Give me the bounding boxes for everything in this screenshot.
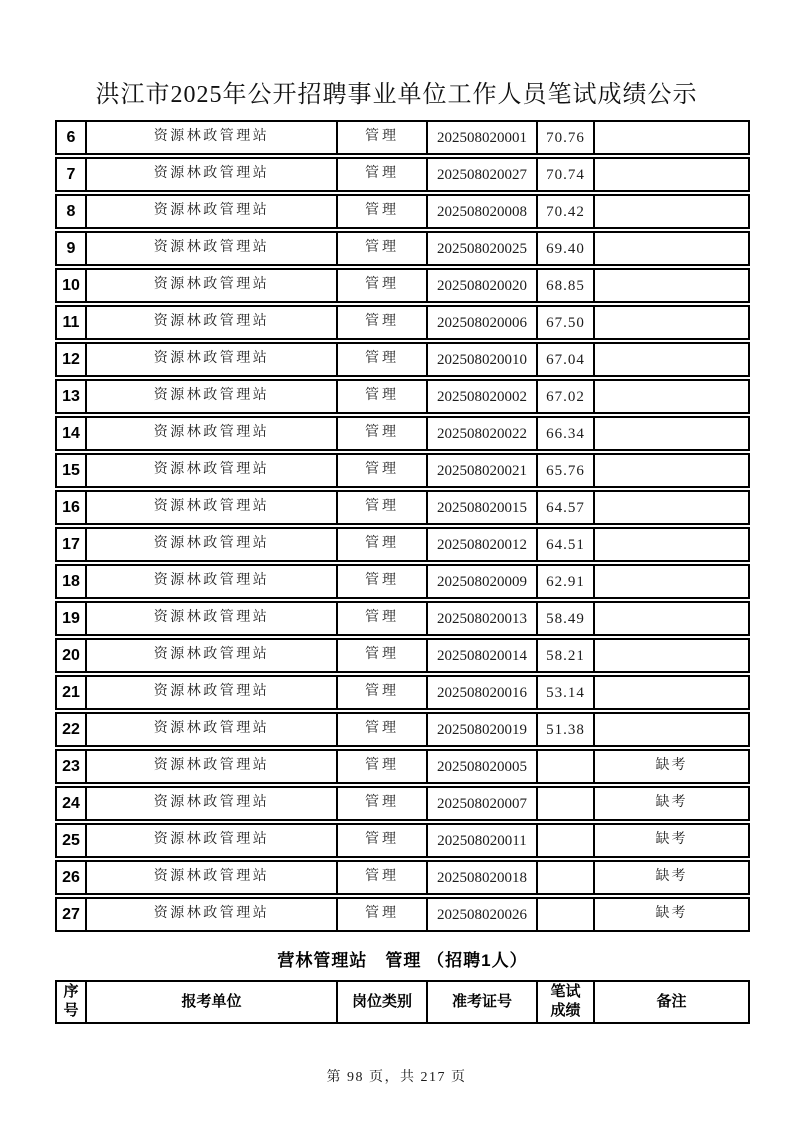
ticket-number-cell: 202508020015	[426, 492, 536, 523]
row-number-cell: 12	[62, 350, 80, 368]
next-section-table	[55, 980, 750, 1024]
table-row	[55, 897, 750, 932]
header-remark: 备注	[593, 982, 748, 1022]
row-number-cell: 10	[62, 276, 80, 294]
ticket-number-cell: 202508020026	[426, 899, 536, 930]
row-number-cell: 14	[62, 424, 80, 442]
score-cell: 64.57	[536, 492, 593, 523]
category-cell: 管理	[336, 566, 426, 597]
ticket-number-cell: 202508020010	[426, 344, 536, 375]
unit-cell: 资源林政管理站	[85, 677, 336, 708]
unit-cell: 资源林政管理站	[85, 492, 336, 523]
ticket-number-cell: 202508020014	[426, 640, 536, 671]
score-cell: 62.91	[536, 566, 593, 597]
ticket-number-cell: 202508020022	[426, 418, 536, 449]
category-cell: 管理	[336, 825, 426, 856]
table-row	[55, 638, 750, 673]
ticket-number-cell: 202508020011	[426, 825, 536, 856]
ticket-number-cell: 202508020019	[426, 714, 536, 745]
row-number-cell: 16	[62, 498, 80, 516]
ticket-number-cell: 202508020001	[426, 122, 536, 153]
remark-cell	[593, 640, 748, 671]
row-number-cell: 15	[62, 461, 80, 479]
remark-cell: 缺考	[593, 862, 748, 893]
score-cell: 67.04	[536, 344, 593, 375]
remark-cell	[593, 159, 748, 190]
row-number-cell: 19	[62, 609, 80, 627]
unit-cell: 资源林政管理站	[85, 862, 336, 893]
remark-cell	[593, 529, 748, 560]
category-cell: 管理	[336, 862, 426, 893]
row-number-cell: 23	[62, 757, 80, 775]
score-cell	[536, 862, 593, 893]
ticket-number-cell: 202508020013	[426, 603, 536, 634]
unit-cell: 资源林政管理站	[85, 788, 336, 819]
table-header-row	[55, 980, 750, 1024]
header-ticket: 准考证号	[426, 982, 536, 1022]
score-cell	[536, 825, 593, 856]
ticket-number-cell: 202508020025	[426, 233, 536, 264]
remark-cell	[593, 677, 748, 708]
row-number-cell: 11	[62, 313, 80, 331]
category-cell: 管理	[336, 751, 426, 782]
results-table	[55, 120, 750, 932]
row-number-cell: 20	[62, 646, 80, 664]
ticket-number-cell: 202508020006	[426, 307, 536, 338]
ticket-number-cell: 202508020016	[426, 677, 536, 708]
table-row	[55, 268, 750, 303]
category-cell: 管理	[336, 899, 426, 930]
table-row	[55, 120, 750, 155]
table-row	[55, 490, 750, 525]
table-row	[55, 601, 750, 636]
row-number-cell: 8	[66, 202, 76, 220]
remark-cell	[593, 270, 748, 301]
category-cell: 管理	[336, 677, 426, 708]
ticket-number-cell: 202508020009	[426, 566, 536, 597]
table-row	[55, 749, 750, 784]
remark-cell: 缺考	[593, 899, 748, 930]
remark-cell: 缺考	[593, 788, 748, 819]
header-no: 序号	[63, 983, 79, 1019]
ticket-number-cell: 202508020002	[426, 381, 536, 412]
header-category: 岗位类别	[336, 982, 426, 1022]
table-row	[55, 157, 750, 192]
score-cell: 68.85	[536, 270, 593, 301]
header-unit: 报考单位	[85, 982, 336, 1022]
category-cell: 管理	[336, 307, 426, 338]
remark-cell	[593, 603, 748, 634]
unit-cell: 资源林政管理站	[85, 899, 336, 930]
remark-cell	[593, 122, 748, 153]
unit-cell: 资源林政管理站	[85, 825, 336, 856]
score-cell: 69.40	[536, 233, 593, 264]
score-cell: 67.50	[536, 307, 593, 338]
ticket-number-cell: 202508020012	[426, 529, 536, 560]
row-number-cell: 7	[66, 165, 76, 183]
remark-cell	[593, 418, 748, 449]
ticket-number-cell: 202508020021	[426, 455, 536, 486]
remark-cell	[593, 566, 748, 597]
remark-cell	[593, 196, 748, 227]
table-row	[55, 379, 750, 414]
category-cell: 管理	[336, 233, 426, 264]
row-number-cell: 25	[62, 831, 80, 849]
row-number-cell: 6	[66, 128, 76, 146]
row-number-cell: 26	[62, 868, 80, 886]
row-number-cell: 17	[62, 535, 80, 553]
remark-cell	[593, 233, 748, 264]
category-cell: 管理	[336, 640, 426, 671]
category-cell: 管理	[336, 418, 426, 449]
table-row	[55, 342, 750, 377]
unit-cell: 资源林政管理站	[85, 233, 336, 264]
row-number-cell: 9	[66, 239, 76, 257]
unit-cell: 资源林政管理站	[85, 418, 336, 449]
remark-cell	[593, 492, 748, 523]
category-cell: 管理	[336, 455, 426, 486]
row-number-cell: 22	[62, 720, 80, 738]
table-row	[55, 860, 750, 895]
table-row	[55, 712, 750, 747]
unit-cell: 资源林政管理站	[85, 455, 336, 486]
unit-cell: 资源林政管理站	[85, 307, 336, 338]
row-number-cell: 18	[62, 572, 80, 590]
score-cell: 58.49	[536, 603, 593, 634]
category-cell: 管理	[336, 159, 426, 190]
remark-cell: 缺考	[593, 751, 748, 782]
unit-cell: 资源林政管理站	[85, 196, 336, 227]
score-cell: 53.14	[536, 677, 593, 708]
score-cell: 67.02	[536, 381, 593, 412]
category-cell: 管理	[336, 603, 426, 634]
remark-cell	[593, 307, 748, 338]
category-cell: 管理	[336, 714, 426, 745]
unit-cell: 资源林政管理站	[85, 640, 336, 671]
ticket-number-cell: 202508020008	[426, 196, 536, 227]
ticket-number-cell: 202508020007	[426, 788, 536, 819]
header-score: 笔试成绩	[536, 982, 593, 1022]
table-row	[55, 823, 750, 858]
unit-cell: 资源林政管理站	[85, 751, 336, 782]
remark-cell	[593, 344, 748, 375]
unit-cell: 资源林政管理站	[85, 159, 336, 190]
category-cell: 管理	[336, 492, 426, 523]
table-row	[55, 527, 750, 562]
page-title: 洪江市2025年公开招聘事业单位工作人员笔试成绩公示	[95, 82, 698, 108]
row-number-cell: 24	[62, 794, 80, 812]
ticket-number-cell: 202508020005	[426, 751, 536, 782]
category-cell: 管理	[336, 788, 426, 819]
category-cell: 管理	[336, 529, 426, 560]
section-heading: 营林管理站 管理 （招聘1人）	[277, 951, 528, 970]
table-row	[55, 305, 750, 340]
category-cell: 管理	[336, 196, 426, 227]
category-cell: 管理	[336, 381, 426, 412]
score-cell	[536, 899, 593, 930]
unit-cell: 资源林政管理站	[85, 344, 336, 375]
row-number-cell: 27	[62, 905, 80, 923]
remark-cell	[593, 455, 748, 486]
table-row	[55, 786, 750, 821]
category-cell: 管理	[336, 344, 426, 375]
table-row	[55, 231, 750, 266]
score-cell	[536, 788, 593, 819]
unit-cell: 资源林政管理站	[85, 270, 336, 301]
score-cell: 64.51	[536, 529, 593, 560]
score-cell: 66.34	[536, 418, 593, 449]
score-cell: 65.76	[536, 455, 593, 486]
unit-cell: 资源林政管理站	[85, 566, 336, 597]
category-cell: 管理	[336, 122, 426, 153]
unit-cell: 资源林政管理站	[85, 381, 336, 412]
table-row	[55, 416, 750, 451]
score-cell: 70.74	[536, 159, 593, 190]
score-cell: 58.21	[536, 640, 593, 671]
score-cell	[536, 751, 593, 782]
ticket-number-cell: 202508020018	[426, 862, 536, 893]
table-row	[55, 675, 750, 710]
remark-cell	[593, 714, 748, 745]
unit-cell: 资源林政管理站	[85, 714, 336, 745]
row-number-cell: 21	[62, 683, 80, 701]
row-number-cell: 13	[62, 387, 80, 405]
table-row	[55, 453, 750, 488]
score-cell: 70.42	[536, 196, 593, 227]
table-row	[55, 564, 750, 599]
unit-cell: 资源林政管理站	[85, 529, 336, 560]
page-footer: 第 98 页，共 217 页	[326, 1070, 467, 1085]
remark-cell	[593, 381, 748, 412]
unit-cell: 资源林政管理站	[85, 122, 336, 153]
unit-cell: 资源林政管理站	[85, 603, 336, 634]
category-cell: 管理	[336, 270, 426, 301]
score-cell: 70.76	[536, 122, 593, 153]
remark-cell: 缺考	[593, 825, 748, 856]
ticket-number-cell: 202508020020	[426, 270, 536, 301]
score-cell: 51.38	[536, 714, 593, 745]
ticket-number-cell: 202508020027	[426, 159, 536, 190]
table-row	[55, 194, 750, 229]
